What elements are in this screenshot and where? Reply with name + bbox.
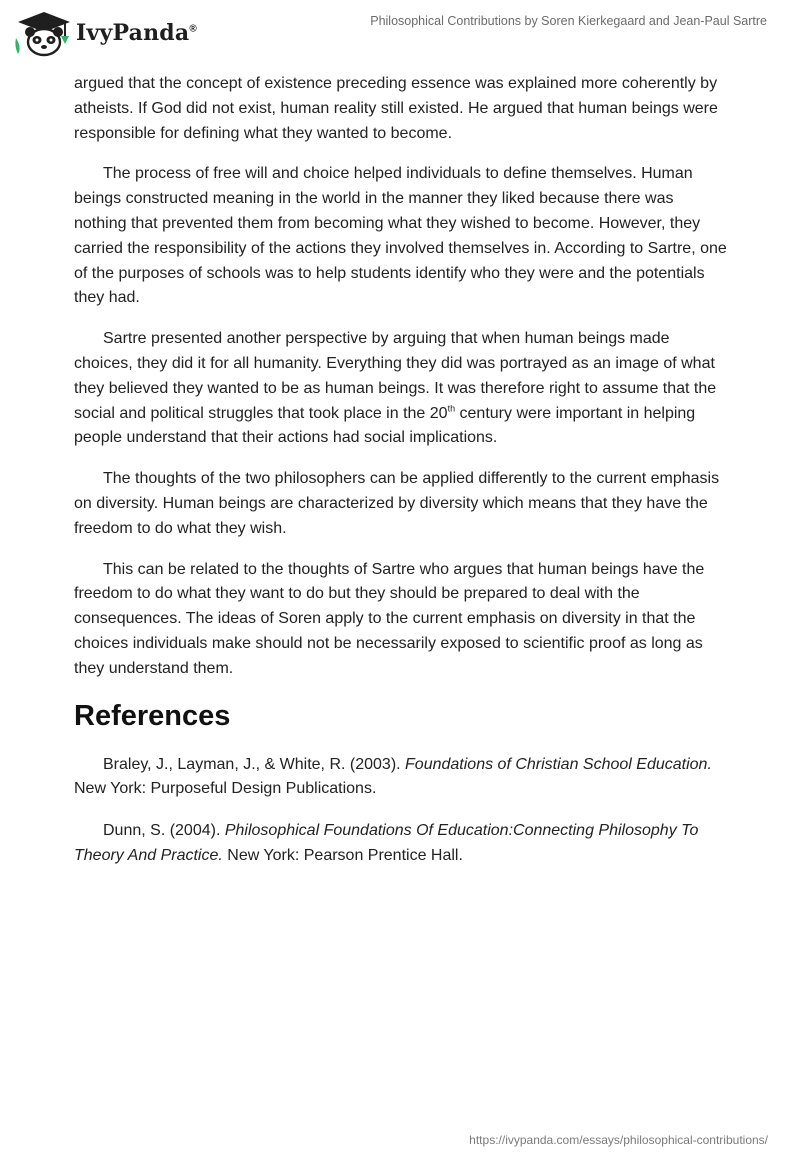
- references-heading: References: [74, 699, 231, 732]
- page-header: [0, 0, 800, 66]
- panda-graduate-icon: [14, 8, 72, 58]
- source-url-link[interactable]: https://ivypanda.com/essays/philosophical-contributions/: [469, 1133, 768, 1147]
- logo-wordmark: IvyPanda®: [76, 20, 197, 46]
- body-paragraph: argued that the concept of existence preceding essence was explained more coherently by atheists. If God did not exist, human reality still existed. He argued that human beings were responsible for defining what they wanted to become.: [74, 75, 718, 142]
- body-paragraph: The process of free will and choice helped individuals to define themselves. Human beings constructed meaning in the world in the manner they liked because there was nothing that prevented them from becoming what they wished to become. However, they carried the responsibility of the actions they involved themselves in. According to Sartre, one of the purposes of schools was to help students identify who they were and the potentials they had.: [74, 165, 727, 307]
- reference-item: Braley, J., Layman, J., & White, R. (2003). Foundations of Christian School Education. New York: Purposeful Design Publications.: [74, 755, 712, 798]
- essay-content: [74, 72, 730, 886]
- body-paragraph: This can be related to the thoughts of Sartre who argues that human beings have the freedom to do what they want to do but they should be prepared to deal with the consequences. The ideas of Soren apply to the current emphasis on diversity in that the choices individuals make should not be necessarily exposed to scientific proof as long as they understand them.: [74, 560, 705, 677]
- body-paragraph: Sartre presented another perspective by arguing that when human beings made choices, they did it for all humanity. Everything they did was portrayed as an image of what they believed they wanted to be as human beings. It was therefore right to assume that the social and political struggles that took place in the 20th century were important in helping people understand that their actions had social implications.: [74, 330, 717, 447]
- ivypanda-logo[interactable]: [14, 8, 197, 58]
- reference-item: Dunn, S. (2004). Philosophical Foundations Of Education:Connecting Philosophy To Theory And Practice. New York: Pearson Prentice Hall.: [74, 822, 699, 864]
- running-title: Philosophical Contributions by Soren Kierkegaard and Jean-Paul Sartre: [370, 14, 767, 28]
- body-paragraph: The thoughts of the two philosophers can be applied differently to the current emphasis on diversity. Human beings are characterized by diversity which means that they have the freedom to do what they wish.: [74, 470, 720, 537]
